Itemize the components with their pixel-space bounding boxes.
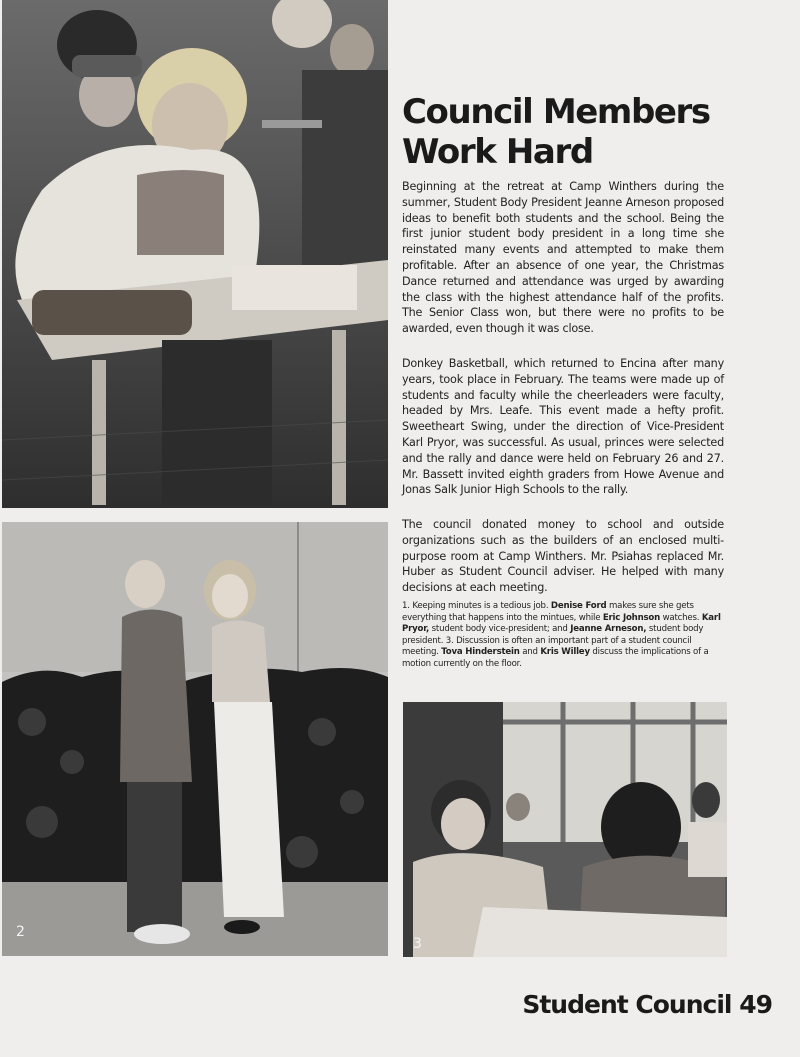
caption-text: discuss the implications of a motion currently on the floor.: [402, 647, 709, 669]
article-paragraph-2: Donkey Basketball, which returned to Encina after many years, took place in February. The teams were made up of students and faculty while the cheerleaders were faculty, headed by Mrs. Leafe. This event made a hefty profit. Sweetheart Swing, under the direction of Vice-President Karl Pryor, was successful. As usual, princes were selected and the rally and dance were held on February 26 and 27. Mr. Bassett invited eighth graders from Howe Avenue and Jonas Salk Junior High Schools to the rally.: [402, 357, 724, 497]
page-number: 49: [739, 990, 772, 1019]
caption-text: makes sure she gets everything that happens into the mintues, while: [402, 601, 694, 623]
caption-name-kris-willey: Kris Willey: [540, 647, 590, 658]
caption-text: student body vice-president; and: [429, 624, 571, 635]
article-paragraph-1: Beginning at the retreat at Camp Winthers during the summer, Student Body President Jeanne Arneson proposed ideas to benefit both students and the school. Being the first junior student body president in a long time she reinstated many events and attempted to make them profitable. After an absence of one year, the Christmas Dance returned and attendance was urged by awarding the class with the highest attendance half of the profits. The Senior Class won, but there were no profits to be awarded, even though it was close.: [402, 180, 724, 336]
caption-name-karl-pryor: Karl Pryor,: [402, 612, 721, 635]
caption-text: watches.: [660, 612, 702, 623]
photo-minutes: [2, 0, 388, 508]
caption-name-denise-ford: Denise Ford: [550, 601, 607, 611]
photo-2-number: 2: [16, 924, 25, 940]
photo-3-number: 3: [413, 936, 422, 952]
caption-name-eric-johnson: Eric Johnson: [602, 612, 661, 623]
footer-section: Student Council: [522, 990, 732, 1019]
caption-name-tova-hinderstein: Tova Hinderstein: [441, 647, 520, 658]
photo-caption: [402, 601, 724, 671]
article-title: Council Members Work Hard: [402, 92, 710, 172]
caption-text: student body president. 3. Discussion is often an important part of a student council meeting.: [402, 624, 704, 658]
photo-discussion: [403, 702, 727, 957]
caption-text: and: [519, 647, 541, 658]
caption-name-jeanne-arneson: Jeanne Arneson,: [570, 624, 647, 635]
photo-officers: [2, 522, 388, 956]
article-paragraph-3: The council donated money to school and outside organizations such as the builders of an enclosed multi-purpose room at Camp Winthers. Mr. Psiahas replaced Mr. Huber as Student Council adviser. He helped with many decisions at each meeting.: [402, 518, 724, 595]
caption-text: 1. Keeping minutes is a tedious job.: [402, 601, 551, 611]
page-footer: [522, 990, 772, 1019]
